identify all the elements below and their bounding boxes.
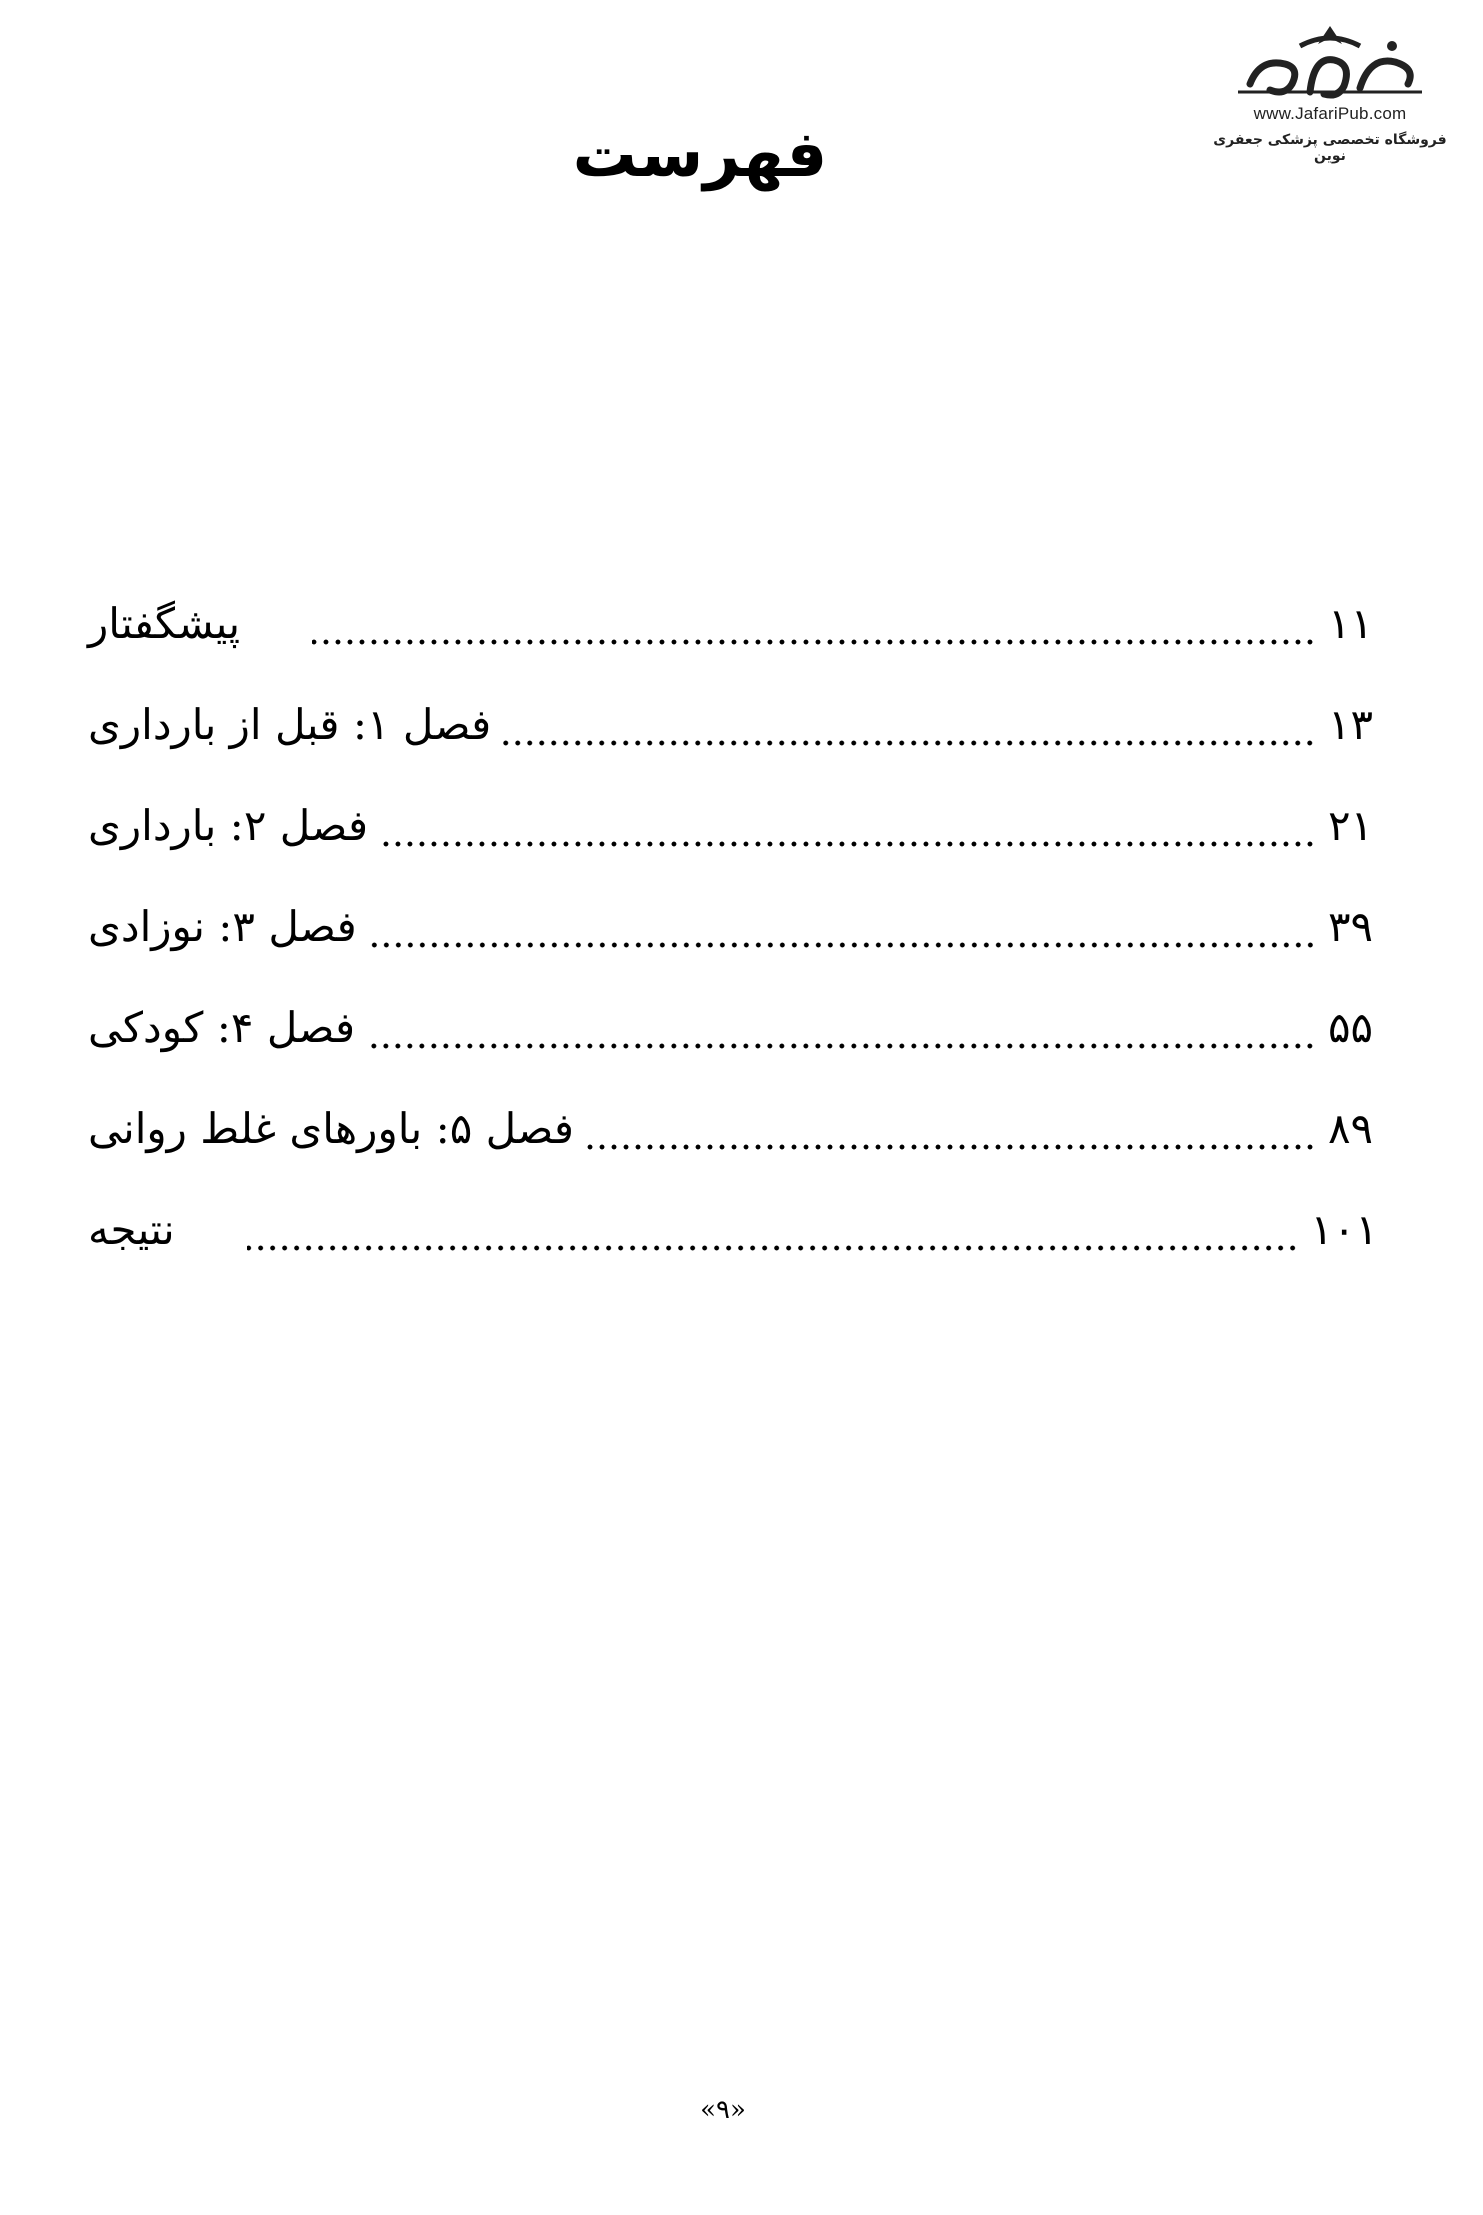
toc-entry-page: ۳۹: [1328, 902, 1374, 951]
toc-dot-leader: [312, 592, 1316, 656]
toc-dot-leader: [503, 693, 1316, 757]
toc-entry-chapter-4[interactable]: [78, 996, 1378, 1097]
toc-entry-chapter-1[interactable]: [78, 693, 1378, 794]
toc-entry-chapter-2[interactable]: [78, 794, 1378, 895]
logo-url: www.JafariPub.com: [1253, 104, 1407, 123]
toc-entry-conclusion[interactable]: [78, 1198, 1378, 1299]
toc-entry-preface[interactable]: [78, 592, 1378, 693]
toc-entry-page: ۱۰۱: [1310, 1205, 1378, 1254]
page-number: «۹»: [700, 2095, 746, 2125]
toc-entry-label: فصل ۱: قبل از بارداری: [88, 700, 492, 749]
toc-entry-page: ۲۱: [1328, 801, 1374, 850]
jafari-logo-icon: [1230, 22, 1430, 102]
toc-dot-leader: [369, 895, 1316, 959]
toc-entry-page: ۱۱: [1328, 599, 1374, 648]
toc-dot-leader: [247, 1198, 1299, 1262]
toc-entry-label: فصل ۴: کودکی: [88, 1003, 356, 1052]
logo-shop-name: فروشگاه تخصصی پزشکی جعفری نوین: [1213, 132, 1447, 164]
toc-entry-label: نتیجه: [88, 1205, 175, 1254]
toc-entry-page: ۸۹: [1328, 1104, 1374, 1153]
toc-entry-label: پیشگفتار: [88, 599, 241, 648]
toc-entry-chapter-5[interactable]: [78, 1097, 1378, 1198]
toc-entry-page: ۱۳: [1328, 700, 1374, 749]
toc-entry-label: فصل ۲: بارداری: [88, 801, 369, 850]
toc-entry-label: فصل ۵: باورهای غلط روانی: [88, 1104, 574, 1153]
toc-dot-leader: [380, 794, 1316, 858]
page-title: فهرست: [572, 118, 828, 192]
toc-dot-leader: [586, 1097, 1316, 1161]
toc-dot-leader: [367, 996, 1316, 1060]
toc-entry-label: فصل ۳: نوزادی: [88, 902, 357, 951]
toc-entry-page: ۵۵: [1328, 1003, 1374, 1052]
table-of-contents: [78, 592, 1378, 1299]
toc-entry-chapter-3[interactable]: [78, 895, 1378, 996]
